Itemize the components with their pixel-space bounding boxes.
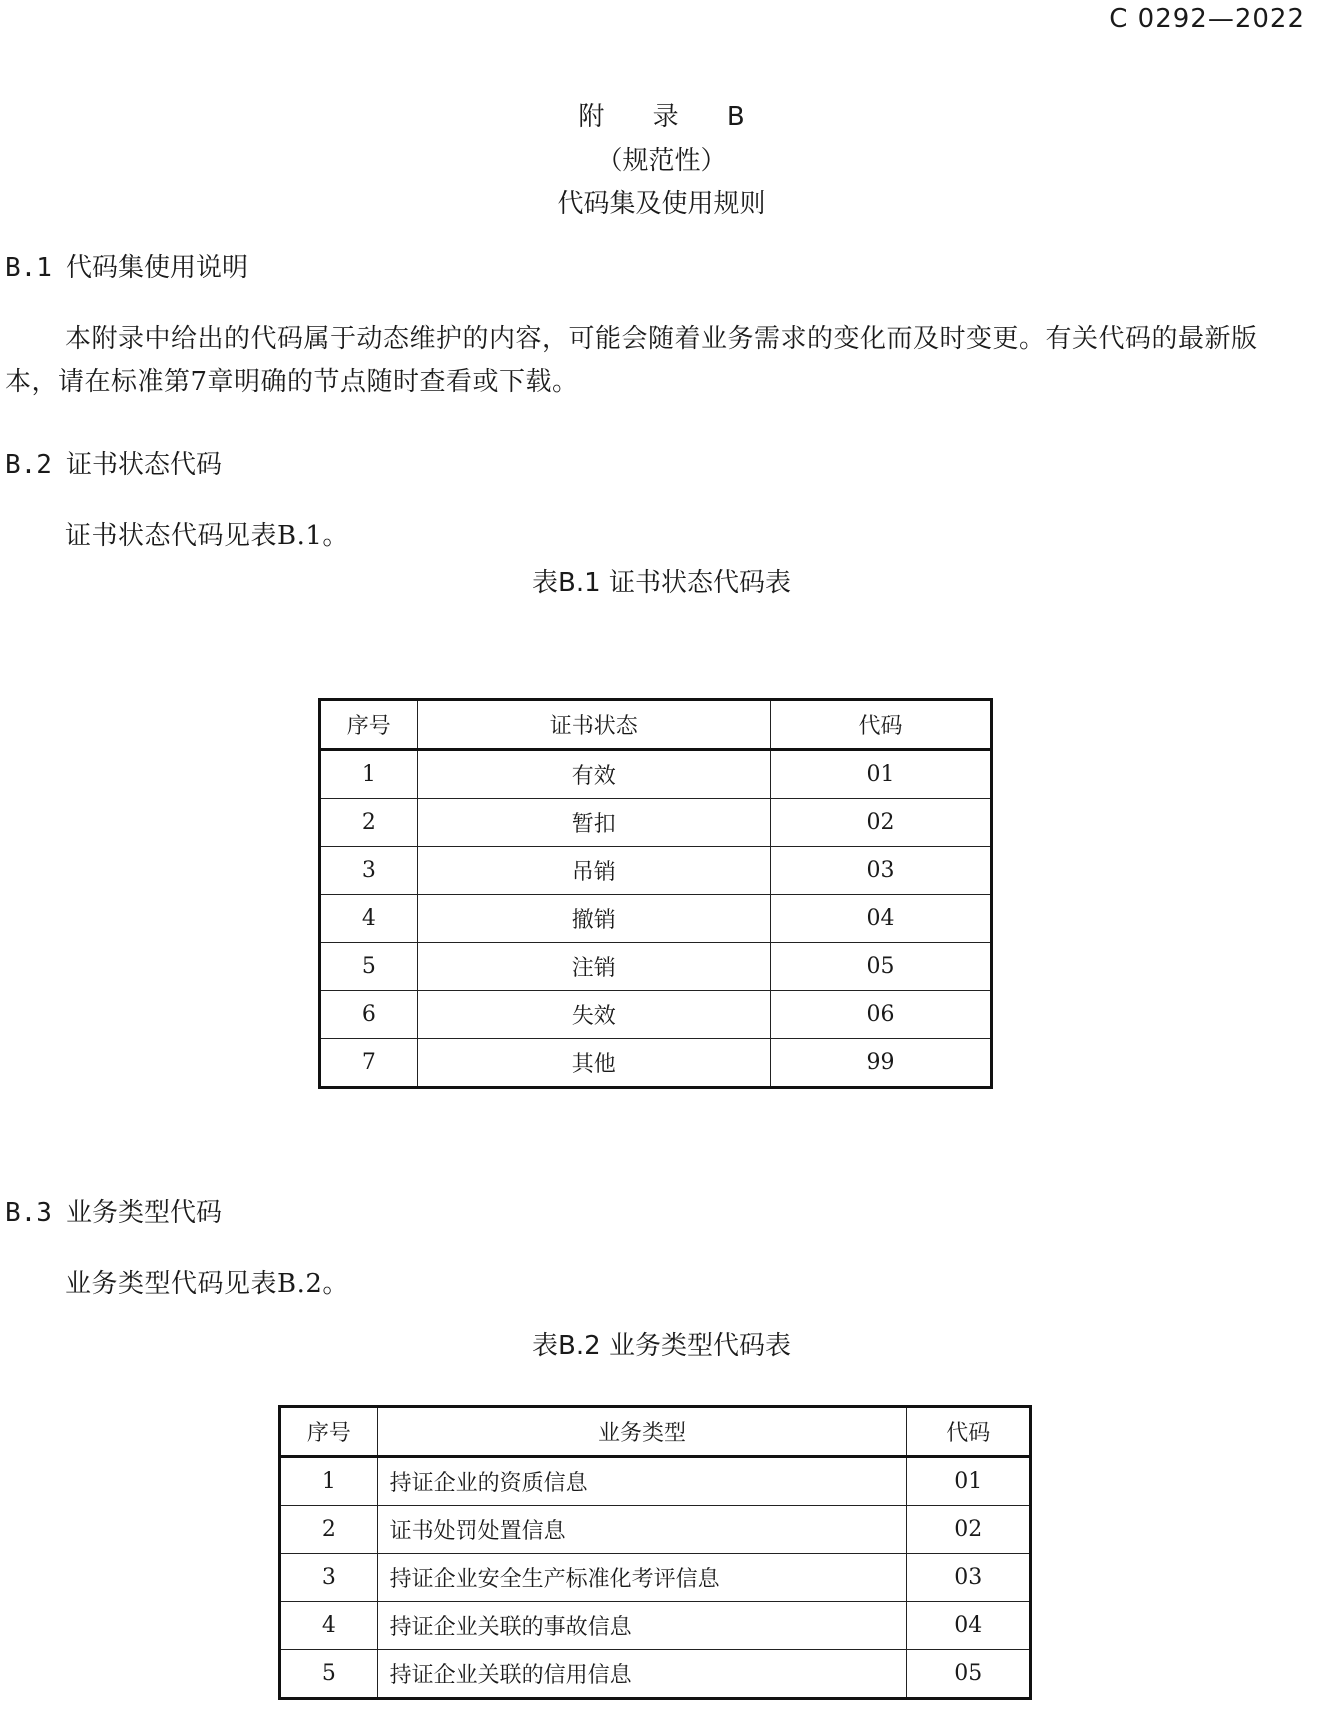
table-cell: 注销 (417, 943, 770, 991)
table-row (280, 1457, 1031, 1506)
table-cell: 暂扣 (417, 799, 770, 847)
column-header: 证书状态 (417, 700, 770, 750)
appendix-subtitle: 代码集及使用规则 (557, 189, 766, 219)
table-caption-b1: 表B.1 证书状态代码表 (532, 568, 791, 598)
table-cell: 持证企业关联的信用信息 (377, 1650, 907, 1699)
table-cell: 有效 (417, 750, 770, 799)
section-paragraph-b1: 本附录中给出的代码属于动态维护的内容，可能会随着业务需求的变化而及时变更。有关代码的最新版本，请在标准第7章明确的节点随时查看或下载。 (5, 324, 1258, 397)
column-header: 代码 (907, 1407, 1031, 1457)
table-row (320, 1039, 992, 1088)
table-cell: 02 (770, 799, 991, 847)
table-row (320, 991, 992, 1039)
section-heading-b2 (5, 444, 222, 481)
column-header: 业务类型 (377, 1407, 907, 1457)
table-row (320, 895, 992, 943)
section-number: B.2 (5, 450, 52, 480)
table-cell: 5 (280, 1650, 378, 1699)
section-heading-b1 (5, 247, 248, 284)
table-cell: 证书处罚处置信息 (377, 1506, 907, 1554)
table-row (280, 1554, 1031, 1602)
section-paragraph-b3: 业务类型代码见表B.2。 (65, 1269, 349, 1299)
table-cell: 1 (320, 750, 418, 799)
table-cell: 03 (907, 1554, 1031, 1602)
standard-number: C 0292—2022 (1109, 4, 1305, 34)
table-cell: 03 (770, 847, 991, 895)
table-cell: 04 (770, 895, 991, 943)
table-cell: 02 (907, 1506, 1031, 1554)
table-cell: 其他 (417, 1039, 770, 1088)
table-row (320, 847, 992, 895)
table-row (280, 1602, 1031, 1650)
table-row (320, 799, 992, 847)
table-cell: 2 (320, 799, 418, 847)
section-title: 业务类型代码 (65, 1198, 222, 1228)
table-caption-b2: 表B.2 业务类型代码表 (532, 1331, 791, 1361)
appendix-type: （规范性） (596, 146, 727, 176)
table-cell: 99 (770, 1039, 991, 1088)
table-row (320, 943, 992, 991)
table-cell: 3 (320, 847, 418, 895)
section-heading-b3 (5, 1192, 222, 1229)
table-cell: 4 (280, 1602, 378, 1650)
table-cell: 5 (320, 943, 418, 991)
table-cell: 1 (280, 1457, 378, 1506)
table-cell: 04 (907, 1602, 1031, 1650)
table-header-row (320, 700, 992, 750)
table-cell: 持证企业的资质信息 (377, 1457, 907, 1506)
table-cell: 06 (770, 991, 991, 1039)
table-business-type (278, 1405, 1032, 1700)
section-title: 证书状态代码 (65, 450, 222, 480)
appendix-title: 附 录 B (578, 102, 765, 132)
column-header: 序号 (280, 1407, 378, 1457)
table-cell: 6 (320, 991, 418, 1039)
table-cell: 7 (320, 1039, 418, 1088)
table-row (320, 750, 992, 799)
table-cell: 失效 (417, 991, 770, 1039)
table-cell: 3 (280, 1554, 378, 1602)
table-cell: 2 (280, 1506, 378, 1554)
table-cell: 05 (770, 943, 991, 991)
table-cell: 持证企业安全生产标准化考评信息 (377, 1554, 907, 1602)
section-number: B.1 (5, 253, 52, 283)
table-row (280, 1650, 1031, 1699)
table-cell: 01 (907, 1457, 1031, 1506)
section-number: B.3 (5, 1198, 52, 1228)
table-cell: 撤销 (417, 895, 770, 943)
table-cell: 4 (320, 895, 418, 943)
table-cell: 05 (907, 1650, 1031, 1699)
section-paragraph-b2: 证书状态代码见表B.1。 (65, 521, 349, 551)
table-cell: 01 (770, 750, 991, 799)
column-header: 代码 (770, 700, 991, 750)
table-row (280, 1506, 1031, 1554)
column-header: 序号 (320, 700, 418, 750)
table-header-row (280, 1407, 1031, 1457)
table-cell: 持证企业关联的事故信息 (377, 1602, 907, 1650)
table-cell: 吊销 (417, 847, 770, 895)
section-title: 代码集使用说明 (65, 253, 248, 283)
table-certificate-status (318, 698, 993, 1089)
